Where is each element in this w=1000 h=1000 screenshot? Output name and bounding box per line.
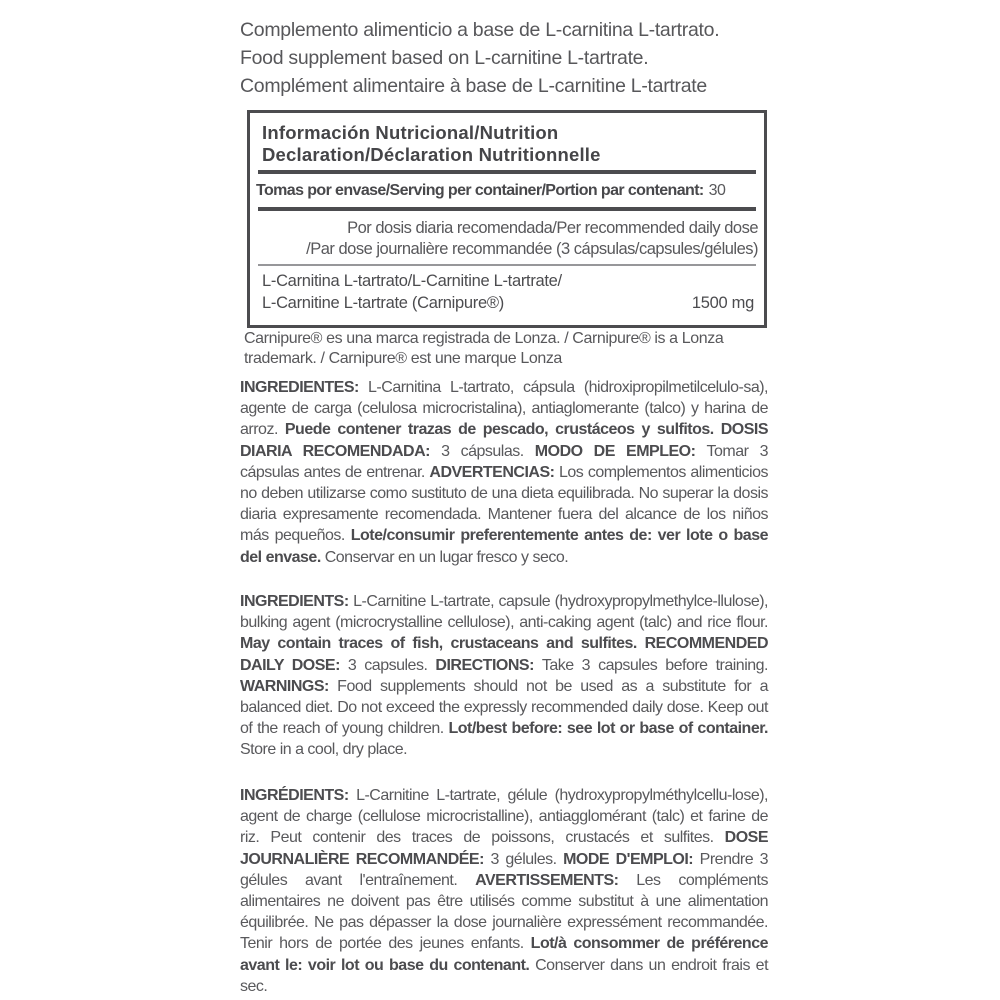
servings-label: Tomas por envase/Serving per container/Portion par contenant: — [256, 182, 704, 199]
per-dose-header-line1: Por dosis diaria recomendada/Per recommended daily dose — [347, 219, 758, 237]
claim-line-french: Complément alimentaire à base de L-carnitine L-tartrate — [240, 75, 707, 97]
claim-line-spanish: Complemento alimenticio a base de L-carnitina L-tartrato. — [240, 19, 720, 41]
trademark-note: Carnipure® es una marca registrada de Lonza. / Carnipure® is a Lonza trademark. / Carnipure® est une marque Lonza — [244, 330, 724, 367]
servings-value: 30 — [708, 182, 726, 199]
nutrient-row — [250, 266, 764, 325]
claim-line-english: Food supplement based on L-carnitine L-tartrate. — [240, 47, 649, 69]
servings-per-container-row — [250, 174, 764, 207]
per-dose-header-line2: /Par dose journalière recommandée (3 cápsulas/capsules/gélules) — [306, 239, 758, 258]
product-claims — [240, 16, 770, 100]
nutrient-name-line1: L-Carnitina L-tartrato/L-Carnitine L-tartrate/ — [262, 272, 562, 290]
nutrient-amount: 1500 mg — [691, 293, 754, 312]
per-dose-header — [250, 211, 764, 264]
nutrient-name-line2: L-Carnitine L-tartrate (Carnipure®) — [262, 293, 504, 312]
nutrition-table-title: Información Nutricional/Nutrition Declaration/Déclaration Nutritionnelle — [262, 122, 601, 165]
ingredients-paragraph-french: INGRÉDIENTS: L-Carnitine L-tartrate, gélule (hydroxypropylméthylcellu-lose), agent de charge (cellulose microcristalline), antiagglomérant (talc) et farine de riz. Peut contenir des traces de poissons, crustacés et sulfites. DOSE JOURNALIÈRE RECOMMANDÉE: 3 gélules. MODE D'EMPLOI: Prendre 3 gélules avant l'entraînement. AVERTISSEMENTS: Les compléments alimentaires ne doivent pas être utilisés comme substitut à une alimentation équilibrée. Ne pas dépasser la dose journalière expressément recommandée. Tenir hors de portée des jeunes enfants. Lot/à consommer de préférence avant le: voir lot ou base du contenant. Conserver dans un endroit frais et sec. — [240, 787, 769, 995]
ingredients-paragraph-spanish: INGREDIENTES: L-Carnitina L-tartrato, cápsula (hidroxipropilmetilcelulo-sa), agente de carga (celulosa microcristalina), antiaglomerante (talco) y harina de arroz. Puede contener trazas de pescado, crustáceos y sulfitos. DOSIS DIARIA RECOMENDADA: 3 cápsulas. MODO DE EMPLEO: Tomar 3 cápsulas antes de entrenar. ADVERTENCIAS: Los complementos alimenticios no deben utilizarse como sustituto de una dieta equilibrada. No superar la dosis diaria expresamente recomendada. Mantener fuera del alcance de los niños más pequeños. Lote/consumir preferentemente antes de: ver lote o base del envase. Conservar en un lugar fresco y seco. — [240, 379, 769, 566]
nutrition-facts-table — [247, 110, 767, 328]
ingredients-paragraph-english: INGREDIENTS: L-Carnitine L-tartrate, capsule (hydroxypropylmethylce-llulose), bulking agent (microcrystalline cellulose), anti-caking agent (talc) and rice flour. May contain traces of fish, crustaceans and sulfites. RECOMMENDED DAILY DOSE: 3 capsules. DIRECTIONS: Take 3 capsules before training. WARNINGS: Food supplements should not be used as a substitute for a balanced diet. Do not exceed the expressly recommended daily dose. Keep out of the reach of young children. Lot/best before: see lot or base of container. Store in a cool, dry place. — [240, 593, 769, 759]
